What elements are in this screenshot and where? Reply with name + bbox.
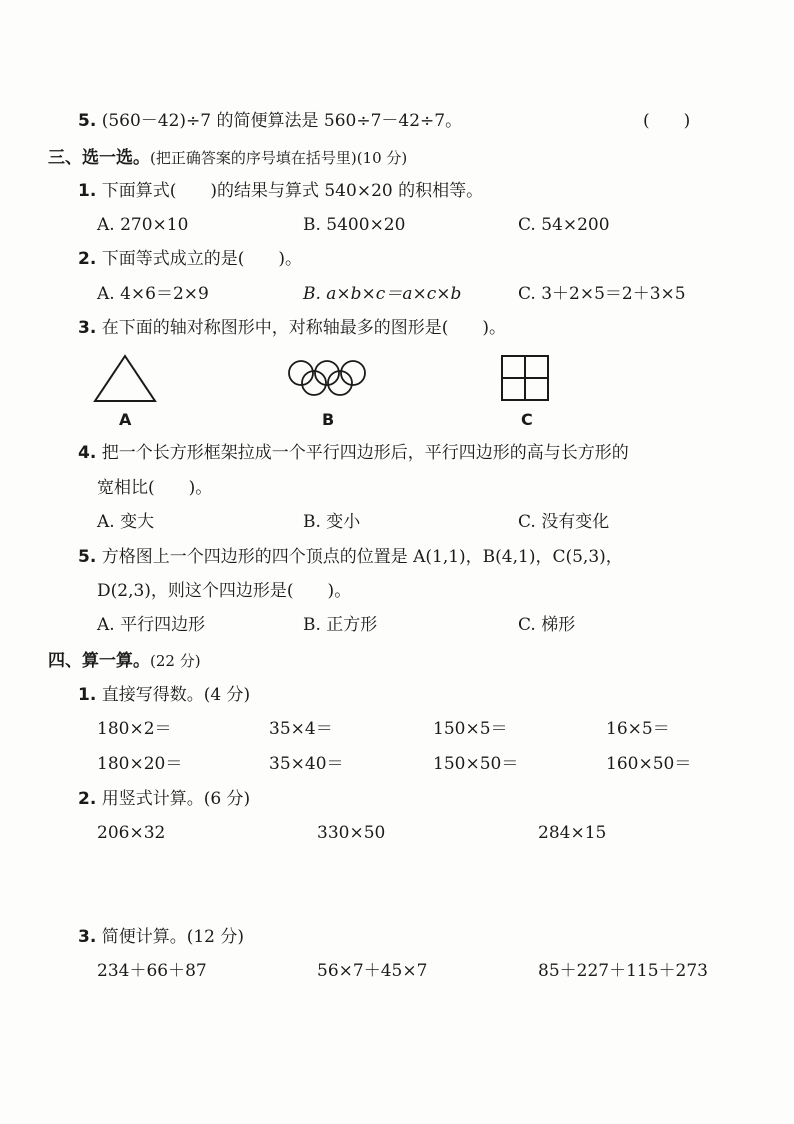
option-b[interactable]: B. 5400×20: [303, 215, 406, 235]
option-a[interactable]: A. 平行四边形: [97, 615, 206, 635]
choice-question-5: [78, 546, 623, 568]
choice-question-4: [78, 442, 629, 464]
simplified-calc-item: 85＋227＋115＋273: [538, 961, 708, 981]
section-title: 四、算一算。: [48, 651, 150, 671]
question-text-continued: 宽相比( )。: [97, 478, 213, 498]
choice-question-3: [78, 317, 506, 339]
option-b[interactable]: B. 正方形: [303, 615, 378, 635]
question-text-continued: D(2,3)，则这个四边形是( )。: [97, 581, 352, 601]
oral-calc-item: 160×50＝: [606, 754, 692, 774]
question-text: 下面等式成立的是( )。: [101, 249, 302, 269]
section-note: (把正确答案的序号填在括号里)(10 分): [150, 149, 408, 167]
option-a[interactable]: A. 变大: [97, 512, 155, 532]
question-text: 简便计算。(12 分): [101, 927, 245, 947]
oral-calc-item: 35×4＝: [269, 719, 333, 739]
option-b[interactable]: B. a×b×c＝a×c×b: [303, 284, 462, 304]
answer-bracket[interactable]: ( ): [643, 111, 691, 131]
calc-question-3: [78, 926, 244, 948]
question-text: (560－42)÷7 的简便算法是 560÷7－42÷7。: [101, 111, 463, 131]
question-text: 用竖式计算。(6 分): [101, 789, 251, 809]
vertical-calc-item: 284×15: [538, 823, 607, 843]
figure-label-c: C: [521, 410, 533, 429]
question-text: 下面算式( )的结果与算式 540×20 的积相等。: [101, 181, 484, 201]
question-number: 1.: [78, 685, 97, 705]
question-number: 2.: [78, 249, 97, 269]
vertical-calc-item: 330×50: [317, 823, 386, 843]
vertical-calc-item: 206×32: [97, 823, 166, 843]
oral-calc-item: 180×2＝: [97, 719, 172, 739]
option-c[interactable]: C. 没有变化: [518, 512, 610, 532]
triangle-figure: [93, 354, 157, 404]
calc-question-2: [78, 788, 250, 810]
simplified-calc-item: 56×7＋45×7: [317, 961, 428, 981]
option-b[interactable]: B. 变小: [303, 512, 361, 532]
question-number: 5.: [78, 111, 97, 131]
judge-question-5: [78, 110, 462, 132]
question-text: 方格图上一个四边形的四个顶点的位置是 A(1,1)，B(4,1)，C(5,3)，: [101, 547, 623, 567]
oral-calc-item: 16×5＝: [606, 719, 670, 739]
oral-calc-item: 150×5＝: [433, 719, 508, 739]
section-heading-4: [48, 650, 201, 672]
simplified-calc-item: 234＋66＋87: [97, 961, 207, 981]
figure-label-a: A: [119, 410, 132, 429]
choice-question-1: [78, 180, 483, 202]
calc-question-1: [78, 684, 250, 706]
question-number: 2.: [78, 789, 97, 809]
question-number: 4.: [78, 443, 97, 463]
section-note: (22 分): [150, 652, 201, 670]
section-title: 三、选一选。: [48, 148, 150, 168]
choice-question-2: [78, 248, 302, 270]
section-heading-3: [48, 147, 407, 169]
question-text: 在下面的轴对称图形中，对称轴最多的图形是( )。: [101, 318, 506, 338]
question-number: 5.: [78, 547, 97, 567]
olympic-rings-figure: [286, 358, 370, 398]
option-a[interactable]: A. 270×10: [97, 215, 189, 235]
option-c[interactable]: C. 梯形: [518, 615, 576, 635]
question-number: 3.: [78, 318, 97, 338]
oral-calc-item: 35×40＝: [269, 754, 344, 774]
option-c[interactable]: C. 3＋2×5＝2＋3×5: [518, 284, 686, 304]
option-a[interactable]: A. 4×6＝2×9: [97, 284, 209, 304]
oral-calc-item: 180×20＝: [97, 754, 183, 774]
square-grid-figure: [500, 354, 550, 402]
figure-label-b: B: [322, 410, 335, 429]
question-text: 把一个长方形框架拉成一个平行四边形后，平行四边形的高与长方形的: [101, 443, 629, 463]
question-number: 3.: [78, 927, 97, 947]
question-number: 1.: [78, 181, 97, 201]
oral-calc-item: 150×50＝: [433, 754, 519, 774]
option-c[interactable]: C. 54×200: [518, 215, 610, 235]
question-text: 直接写得数。(4 分): [101, 685, 251, 705]
